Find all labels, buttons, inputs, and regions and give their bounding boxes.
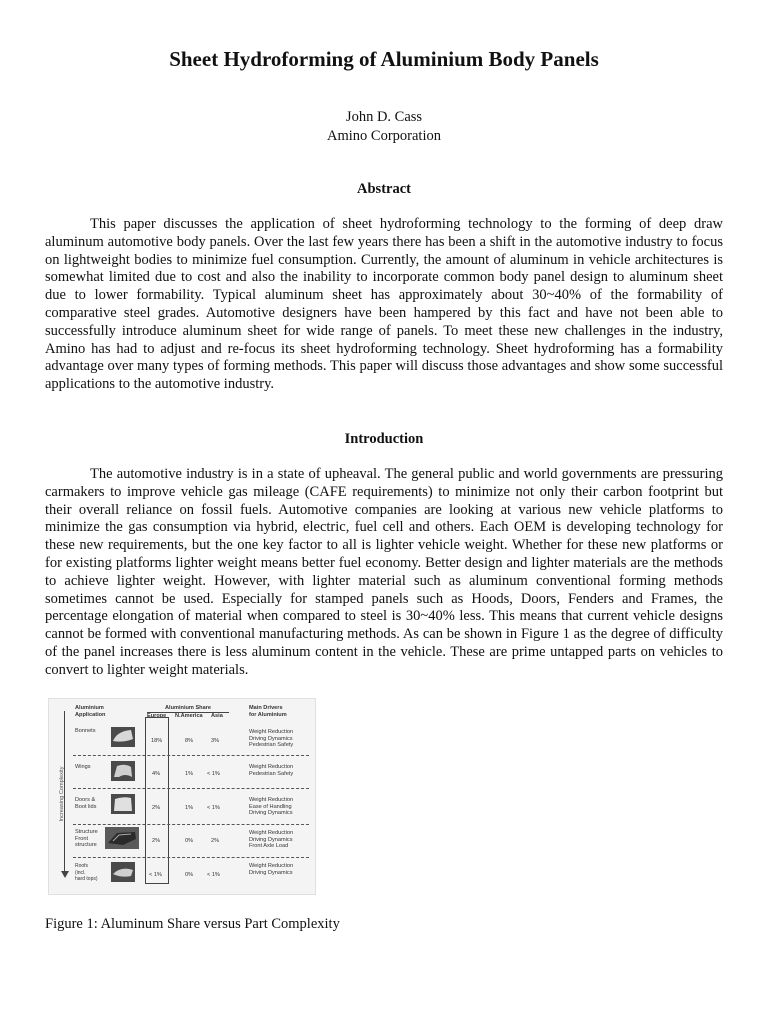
row-drivers: Weight Reduction Driving Dynamics: [249, 863, 294, 876]
header-main-drivers: Main Drivers for Aluminium: [249, 705, 287, 718]
author-block: [0, 108, 768, 146]
abstract-heading: Abstract: [357, 181, 411, 197]
row-part-label: Structure Front structure: [75, 829, 98, 848]
row-separator: [73, 755, 309, 756]
figure-1: [48, 698, 316, 895]
row-namerica-value: 1%: [185, 771, 194, 777]
header-application: Aluminium Application: [75, 705, 106, 718]
introduction-text: The automotive industry is in a state of upheaval. The general public and world governments are pressuring carmakers to improve vehicle gas mileage (CAFE requirements) to minimize not only their carbon footprint but their overall reliance on fossil fuels. Automotive companies are looking at various new vehicle platforms to minimize the gas consumption via hybrid, electric, fuel cell and others. Each OEM is developing technology for these new requirements, but the one key factor to all is lighter vehicle weight. Whether for these new platforms or for existing platforms lighter weight means better fuel economy. Better design and lighter materials are the methods to achieve lighter weight. However, with lighter material such as aluminum conventional forming methods sometimes cannot be used. Especially for stamped panels such as Hoods, Doors, Fenders and Frames, the percentage elongation of material when compared to steel is 30~40% less. This means that current vehicle designs cannot be formed with conventional manufacturing methods. As can be shown in Figure 1 as the degree of difficulty of the panel increases there is less aluminum content in the vehicle. These are prime untapped parts on vehicles to convert to lighter weight materials.: [45, 466, 723, 678]
bonnet-image: [111, 727, 135, 747]
row-asia-value: < 1%: [207, 872, 220, 878]
row-europe-value: 2%: [152, 805, 161, 811]
row-asia-value: 3%: [211, 738, 220, 744]
header-namerica: N.America: [175, 713, 203, 719]
wing-image: [111, 761, 135, 781]
row-separator: [73, 788, 309, 789]
row-europe-value: < 1%: [149, 872, 162, 878]
row-drivers: Weight Reduction Pedestrian Safety: [249, 764, 294, 777]
row-drivers: Weight Reduction Driving Dynamics Pedestrian Safety: [249, 729, 294, 748]
row-drivers: Weight Reduction Driving Dynamics Front Axle Load: [249, 830, 294, 849]
row-namerica-value: 1%: [185, 805, 194, 811]
front-structure-image: [105, 827, 139, 849]
row-drivers: Weight Reduction Ease of Handling Driving Dynamics: [249, 797, 294, 816]
row-europe-value: 18%: [151, 738, 163, 744]
author-affiliation: Amino Corporation: [327, 128, 441, 144]
complexity-axis-label: Increasing Complexity: [59, 766, 65, 822]
row-asia-value: < 1%: [207, 771, 220, 777]
paper-title: Sheet Hydroforming of Aluminium Body Panels: [169, 47, 599, 71]
header-asia: Asia: [211, 713, 223, 719]
row-separator: [73, 857, 309, 858]
row-part-label: Bonnets: [75, 728, 96, 734]
row-part-label: Wings: [75, 764, 91, 770]
author-name: John D. Cass: [345, 109, 423, 125]
row-part-label: Roofs (incl. hard tops): [75, 863, 98, 882]
abstract-text: This paper discusses the application of sheet hydroforming technology to the forming of deep draw aluminum automotive body panels. Over the last few years there has been a shift in the automotive industry to focus on lightweight bodies to minimize fuel consumption. Currently, the amount of aluminum in vehicle architectures is somewhat limited due to cost and also the inability to incorporate common body panel design to aluminum sheet due to lower formability. Typical aluminum sheet has approximately about 30~40% of the formability of comparative steel grades. Automotive designers have been hampered by this fact and have not been able to successfully introduce aluminum sheet for wide range of panels. To meet these new challenges in the industry, Amino has had to adjust and re-focus its sheet hydroforming technology. Sheet hydroforming has a formability advantage over many types of forming methods. This paper will discuss those advantages and show some successful applications to the automotive industry.: [45, 216, 723, 393]
row-asia-value: 2%: [211, 838, 220, 844]
header-aluminium-share: Aluminium Share: [165, 705, 212, 711]
row-namerica-value: 0%: [185, 872, 194, 878]
row-asia-value: < 1%: [207, 805, 220, 811]
header-europe: Europe: [147, 713, 167, 719]
row-namerica-value: 8%: [185, 738, 194, 744]
row-separator: [73, 824, 309, 825]
row-europe-value: 4%: [152, 771, 161, 777]
door-image: [111, 794, 135, 814]
row-namerica-value: 0%: [185, 838, 194, 844]
introduction-heading: Introduction: [344, 431, 424, 447]
figure-caption: Figure 1: Aluminum Share versus Part Complexity: [45, 916, 340, 932]
complexity-arrow-head: [61, 871, 69, 878]
roof-image: [111, 862, 135, 882]
row-europe-value: 2%: [152, 838, 161, 844]
row-part-label: Doors & Boot lids: [75, 797, 97, 810]
